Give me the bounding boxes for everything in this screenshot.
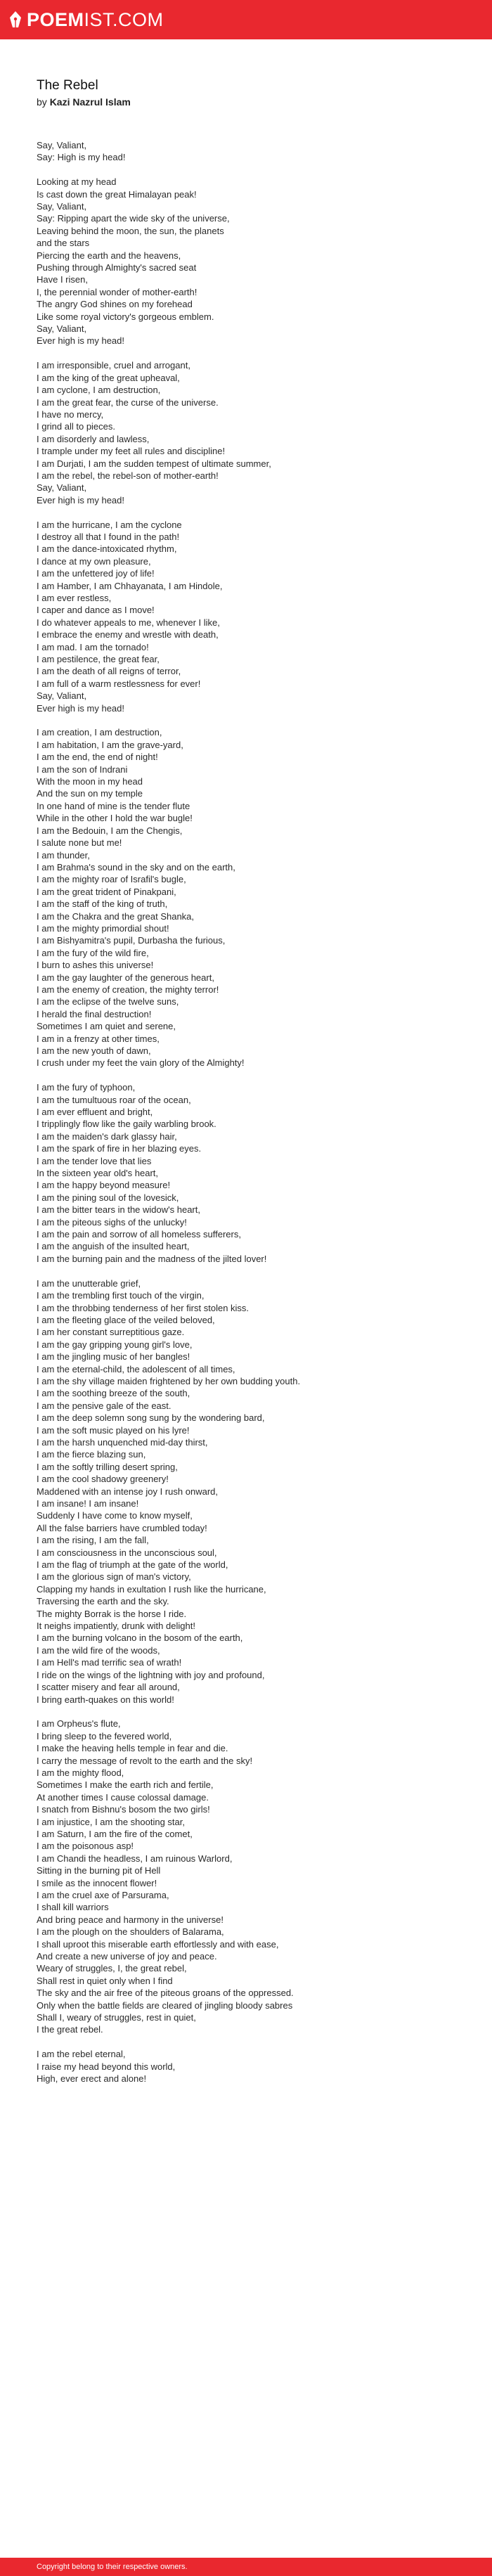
poem-line: I am Bishyamitra's pupil, Durbasha the furious, — [37, 935, 226, 946]
poem-line: At another times I cause colossal damage. — [37, 1791, 209, 1803]
poem-line: I am the rising, I am the fall, — [37, 1535, 149, 1546]
stanza-gap — [37, 347, 458, 359]
poem-line: I raise my head beyond this world, — [37, 2061, 176, 2072]
poem-stanza — [37, 519, 458, 715]
stanza-gap — [37, 1069, 458, 1081]
poem-stanza — [37, 2048, 458, 2085]
poem-line: And create a new universe of joy and peace. — [37, 1951, 217, 1962]
stanza-gap — [37, 2036, 458, 2048]
poem-line: Sometimes I am quiet and serene, — [37, 1021, 176, 1032]
poem-line: I am thunder, — [37, 849, 90, 861]
poem-line: Have I risen, — [37, 274, 88, 285]
poem-line: I ride on the wings of the lightning with joy and profound, — [37, 1669, 265, 1680]
poem-line: I smile as the innocent flower! — [37, 1877, 157, 1888]
poem-line: I, the perennial wonder of mother-earth! — [37, 286, 198, 297]
poem-line: I am the softly trilling desert spring, — [37, 1461, 178, 1472]
poem-line: I am the mighty primordial shout! — [37, 922, 169, 934]
poem-line: Ever high is my head! — [37, 494, 125, 505]
poem-line: Say, Valiant, — [37, 140, 87, 150]
poem-line: I carry the message of revolt to the earth and the sky! — [37, 1755, 253, 1766]
poem-line: All the false barriers have crumbled today! — [37, 1522, 207, 1533]
poem-line: I scatter misery and fear all around, — [37, 1682, 180, 1693]
poem-line: I am disorderly and lawless, — [37, 433, 150, 444]
poem-line: I am the tender love that lies — [37, 1155, 152, 1166]
poem-line: I am the Bedouin, I am the Chengis, — [37, 825, 183, 836]
poem-line: I the great rebel. — [37, 2024, 103, 2035]
poem-line: Sitting in the burning pit of Hell — [37, 1865, 161, 1876]
poem-line: I am pestilence, the great fear, — [37, 654, 160, 665]
poem-line: I am the spark of fire in her blazing eyes. — [37, 1143, 202, 1154]
poem-line: I am the harsh unquenched mid-day thirst, — [37, 1436, 208, 1448]
poem-line: Say, Valiant, — [37, 482, 87, 494]
stanza-gap — [37, 164, 458, 176]
poem-line: I trample under my feet all rules and discipline! — [37, 446, 226, 457]
poem-line: I am the enemy of creation, the mighty terror! — [37, 984, 219, 995]
poem-line: I grind all to pieces. — [37, 421, 116, 432]
poem-line: Suddenly I have come to know myself, — [37, 1510, 193, 1521]
poem-line: I am the king of the great upheaval, — [37, 372, 180, 383]
poem-line: Sometimes I make the earth rich and fertile, — [37, 1779, 214, 1791]
poem-line: I do whatever appeals to me, whenever I like, — [37, 617, 220, 628]
poem-line: I am the staff of the king of truth, — [37, 899, 168, 910]
poem-line: I am the unfettered joy of life! — [37, 568, 155, 579]
poem-line: I am the pain and sorrow of all homeless sufferers, — [37, 1229, 241, 1240]
poem-line: I am the great fear, the curse of the universe. — [37, 397, 219, 408]
poem-line: I am the rebel eternal, — [37, 2049, 126, 2060]
poem-line: I am the poisonous asp! — [37, 1841, 134, 1852]
poem-body — [37, 139, 458, 2085]
poem-line: I am the gay gripping young girl's love, — [37, 1339, 193, 1350]
poem-line: Is cast down the great Himalayan peak! — [37, 188, 197, 200]
poem-line: I am the wild fire of the woods, — [37, 1644, 160, 1656]
poem-line: I am the end, the end of night! — [37, 752, 158, 763]
poem-line: I am the Chakra and the great Shanka, — [37, 910, 195, 922]
poem-line: I herald the final destruction! — [37, 1008, 152, 1019]
poem-line: And bring peace and harmony in the universe! — [37, 1914, 224, 1925]
poem-line: I am injustice, I am the shooting star, — [37, 1816, 185, 1827]
poem-title: The Rebel — [37, 78, 98, 93]
poem-line: I am the fierce blazing sun, — [37, 1449, 146, 1460]
poem-line: Like some royal victory's gorgeous emblem. — [37, 311, 214, 322]
poem-line: I am ever restless, — [37, 592, 112, 603]
poem-line: Say, Valiant, — [37, 201, 87, 212]
poem-line: I am the eternal-child, the adolescent of all times, — [37, 1363, 235, 1374]
poem-line: I am irresponsible, cruel and arrogant, — [37, 360, 190, 371]
byline-label: by — [37, 96, 47, 108]
poem-line: I am the fleeting glace of the veiled beloved, — [37, 1314, 215, 1325]
stanza-gap — [37, 1706, 458, 1718]
poem-line: I am the son of Indrani — [37, 764, 128, 775]
poem-line: The angry God shines on my forehead — [37, 299, 193, 310]
poem-line: I am Chandi the headless, I am ruinous Warlord, — [37, 1853, 233, 1864]
poem-line: I am the fury of the wild fire, — [37, 947, 149, 958]
poem-line: I am the throbbing tenderness of her first stolen kiss. — [37, 1302, 250, 1313]
poem-line: I am the pining soul of the lovesick, — [37, 1192, 179, 1203]
poem-line: Leaving behind the moon, the sun, the planets — [37, 225, 224, 236]
poem-line: I am the deep solemn song sung by the wondering bard, — [37, 1412, 265, 1424]
poem-line: I am the pensive gale of the east. — [37, 1400, 171, 1411]
poem-line: I am the bitter tears in the widow's heart, — [37, 1204, 200, 1216]
poem-line: I am the dance-intoxicated rhythm, — [37, 543, 177, 555]
poem-line: I am consciousness in the unconscious soul, — [37, 1547, 217, 1558]
poem-line: It neighs impatiently, drunk with delight! — [37, 1621, 195, 1632]
poem-line: Piercing the earth and the heavens, — [37, 250, 181, 261]
poem-line: I am the jingling music of her bangles! — [37, 1351, 190, 1363]
poem-line: I am the cruel axe of Parsurama, — [37, 1889, 169, 1900]
poem-line: I am the trembling first touch of the virgin, — [37, 1290, 205, 1301]
poem-line: I am the anguish of the insulted heart, — [37, 1241, 190, 1252]
poem-line: I embrace the enemy and wrestle with death, — [37, 629, 219, 640]
copyright-text: Copyright belong to their respective owners. — [37, 2563, 188, 2571]
site-header — [0, 0, 492, 39]
poem-line: and the stars — [37, 238, 90, 249]
poem-line: I am the burning volcano in the bosom of the earth, — [37, 1632, 243, 1644]
poem-line: I am the soft music played on his lyre! — [37, 1424, 190, 1436]
author-link[interactable]: Kazi Nazrul Islam — [49, 96, 131, 108]
poem-line: I am the happy beyond measure! — [37, 1180, 171, 1191]
poem-line: I am the plough on the shoulders of Balarama, — [37, 1926, 224, 1938]
poem-line: Say: Ripping apart the wide sky of the universe, — [37, 213, 230, 224]
poem-line: I am the cool shadowy greenery! — [37, 1474, 169, 1485]
poem-line: I am the new youth of dawn, — [37, 1045, 151, 1056]
poem-line: I am the fury of typhoon, — [37, 1082, 136, 1093]
poem-stanza — [37, 1277, 458, 1706]
site-footer — [0, 2558, 492, 2576]
poem-line: Ever high is my head! — [37, 335, 125, 347]
poem-line: In the sixteen year old's heart, — [37, 1168, 159, 1179]
poem-line: I am the mighty flood, — [37, 1767, 124, 1778]
poem-line: Looking at my head — [37, 176, 117, 188]
pen-nib-icon — [8, 11, 22, 29]
poem-line: Say, Valiant, — [37, 323, 87, 335]
poem-line: I am the rebel, the rebel-son of mother-earth! — [37, 470, 219, 481]
poem-line: I am the tumultuous roar of the ocean, — [37, 1094, 191, 1105]
stanza-gap — [37, 1265, 458, 1277]
poem-line: I am the hurricane, I am the cyclone — [37, 519, 182, 530]
poem-line: With the moon in my head — [37, 776, 143, 787]
poem-line: While in the other I hold the war bugle! — [37, 813, 193, 824]
poem-line: I am Saturn, I am the fire of the comet, — [37, 1828, 193, 1839]
poem-line: I am habitation, I am the grave-yard, — [37, 739, 183, 750]
poem-line: I am ever effluent and bright, — [37, 1107, 153, 1118]
poem-line: Traversing the earth and the sky. — [37, 1596, 169, 1607]
poem-line: I am the gay laughter of the generous heart, — [37, 972, 214, 983]
poem-line: I am the great trident of Pinakpani, — [37, 886, 176, 897]
poem-line: I am the shy village maiden frightened by her own budding youth. — [37, 1375, 301, 1386]
poem-line: I tripplingly flow like the gaily warbling brook. — [37, 1119, 216, 1130]
poem-container — [37, 77, 458, 2085]
poem-line: I am the unutterable grief, — [37, 1277, 141, 1289]
poem-line: I am the burning pain and the madness of the jilted lover! — [37, 1253, 267, 1264]
site-logo-link[interactable] — [8, 8, 164, 30]
poem-line: I bring sleep to the fevered world, — [37, 1730, 172, 1741]
poem-byline — [37, 96, 458, 108]
poem-line: The sky and the air free of the piteous groans of the oppressed. — [37, 1988, 294, 1999]
poem-line: I am creation, I am destruction, — [37, 727, 162, 738]
poem-line: I am the maiden's dark glassy hair, — [37, 1131, 177, 1142]
poem-line: I am Brahma's sound in the sky and on the earth, — [37, 861, 235, 872]
poem-line: Weary of struggles, I, the great rebel, — [37, 1963, 187, 1974]
poem-line: Ever high is my head! — [37, 702, 125, 714]
brand-light: IST.COM — [84, 8, 164, 30]
poem-line: I am Orpheus's flute, — [37, 1718, 121, 1730]
poem-line: Say: High is my head! — [37, 152, 126, 163]
poem-line: I am insane! I am insane! — [37, 1498, 139, 1509]
poem-line: I am Hamber, I am Chhayanata, I am Hindole, — [37, 580, 223, 591]
poem-stanza — [37, 139, 458, 164]
poem-line: I am the glorious sign of man's victory, — [37, 1571, 191, 1583]
poem-line: I snatch from Bishnu's bosom the two girls! — [37, 1804, 210, 1815]
poem-line: I caper and dance as I move! — [37, 605, 155, 616]
poem-stanza — [37, 1081, 458, 1265]
poem-line: I am in a frenzy at other times, — [37, 1033, 160, 1044]
poem-line: I make the heaving hells temple in fear and die. — [37, 1743, 228, 1754]
poem-line: I am the mighty roar of Israfil's bugle, — [37, 874, 186, 885]
poem-stanza — [37, 359, 458, 506]
poem-line: Maddened with an intense joy I rush onward, — [37, 1486, 218, 1497]
brand-strong: POEM — [27, 8, 84, 30]
poem-line: I shall kill warriors — [37, 1902, 109, 1913]
poem-line: I am mad. I am the tornado! — [37, 641, 149, 652]
poem-line: I dance at my own pleasure, — [37, 555, 151, 567]
poem-stanza — [37, 1718, 458, 2036]
poem-line: Only when the battle fields are cleared of jingling bloody sabres — [37, 1999, 293, 2011]
site-logo-text — [27, 8, 164, 30]
poem-line: The mighty Borrak is the horse I ride. — [37, 1608, 187, 1619]
poem-line: I shall uproot this miserable earth effortlessly and with ease, — [37, 1938, 279, 1950]
poem-line: Shall rest in quiet only when I find — [37, 1975, 173, 1986]
poem-line: I am the eclipse of the twelve suns, — [37, 996, 179, 1007]
poem-line: I am the piteous sighs of the unlucky! — [37, 1216, 187, 1228]
poem-line: I am cyclone, I am destruction, — [37, 385, 161, 396]
poem-line: Clapping my hands in exultation I rush like the hurricane, — [37, 1583, 266, 1595]
poem-line: I am Hell's mad terrific sea of wrath! — [37, 1657, 182, 1668]
poem-line: I am the death of all reigns of terror, — [37, 666, 181, 677]
poem-line: I burn to ashes this universe! — [37, 960, 154, 971]
poem-line: I destroy all that I found in the path! — [37, 531, 180, 542]
poem-line: I bring earth-quakes on this world! — [37, 1694, 174, 1705]
stanza-gap — [37, 506, 458, 518]
poem-line: In one hand of mine is the tender flute — [37, 800, 190, 811]
poem-line: High, ever erect and alone! — [37, 2073, 147, 2085]
poem-line: Shall I, weary of struggles, rest in quiet, — [37, 2012, 196, 2023]
poem-line: I crush under my feet the vain glory of the Almighty! — [37, 1057, 245, 1069]
poem-line: Say, Valiant, — [37, 690, 87, 702]
poem-line: I have no mercy, — [37, 408, 104, 420]
poem-line: I am her constant surreptitious gaze. — [37, 1327, 185, 1338]
poem-line: Pushing through Almighty's sacred seat — [37, 262, 197, 273]
poem-line: I am the flag of triumph at the gate of the world, — [37, 1559, 228, 1571]
poem-line: And the sun on my temple — [37, 788, 143, 799]
poem-line: I salute none but me! — [37, 837, 122, 849]
poem-line: I am full of a warm restlessness for ever! — [37, 678, 201, 689]
poem-stanza — [37, 726, 458, 1069]
poem-line: I am the soothing breeze of the south, — [37, 1388, 190, 1399]
poem-stanza — [37, 176, 458, 347]
stanza-gap — [37, 714, 458, 726]
poem-line: I am Durjati, I am the sudden tempest of ultimate summer, — [37, 458, 271, 469]
